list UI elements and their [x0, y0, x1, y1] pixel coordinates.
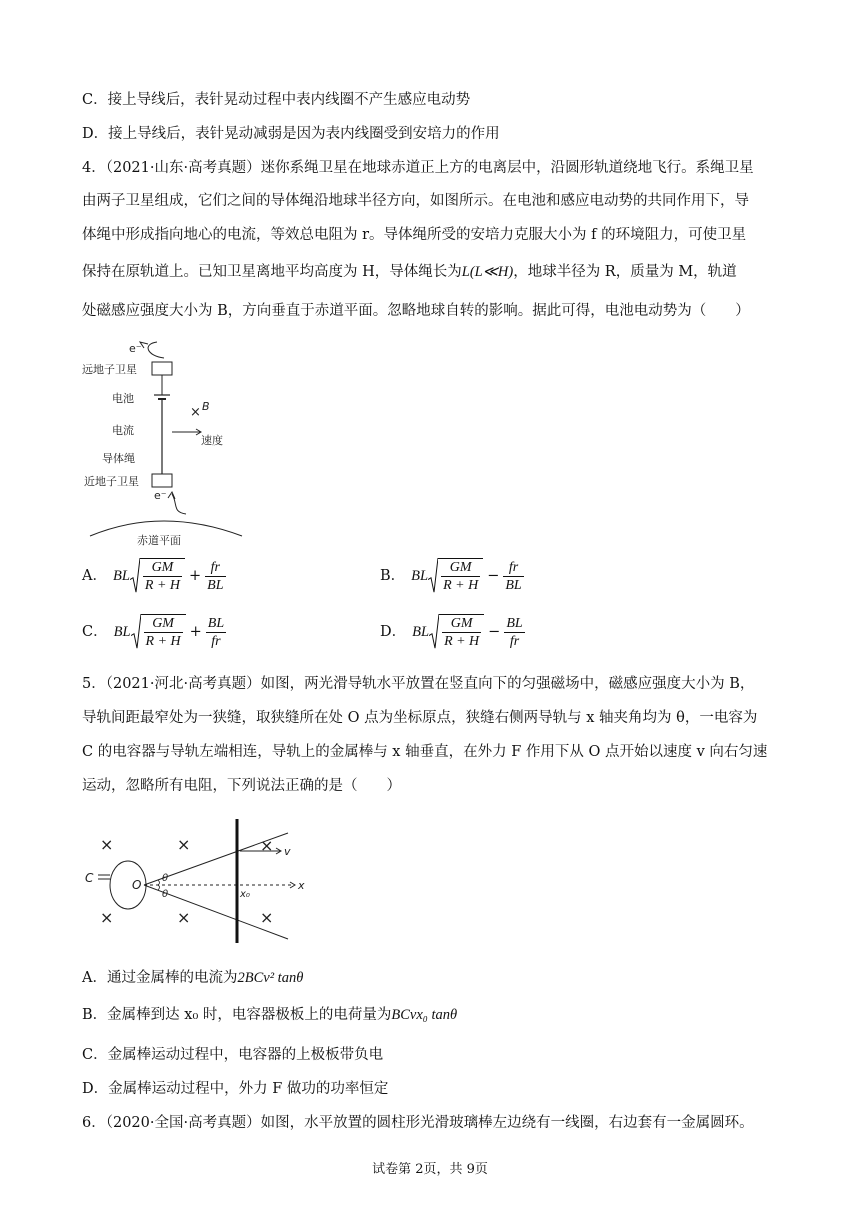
q4-option-prefix: BL [411, 568, 429, 584]
q4-option-prefix: BL [412, 624, 430, 640]
q4-fig-electron-arrow-top [148, 342, 164, 358]
q4-option-sign: − [488, 624, 501, 640]
q5-option-a-text: A．通过金属棒的电流为 [82, 970, 238, 986]
q3-option-c: C．接上导线后，表针晃动过程中表内线圈不产生感应电动势 [82, 92, 471, 108]
q4-fig-velocity-label: 速度 [201, 434, 223, 447]
q4-stem-line-1: 4．（2021·山东·高考真题）迷你系绳卫星在地球赤道正上方的电离层中，沿圆形轨道绕地飞行。系绳卫星 [82, 160, 754, 176]
q4-option-sqrt-num: GM [144, 615, 183, 633]
q5-stem-line-1: 5．（2021·河北·高考真题）如图，两光滑导轨水平放置在竖直向下的匀强磁场中，磁感应强度大小为 B， [82, 676, 755, 692]
q4-option-a [82, 558, 226, 594]
q4-option-c [82, 614, 226, 650]
q5-option-b-text: B．金属棒到达 x₀ 时，电容器极板上的电荷量为 [82, 1007, 392, 1023]
q4-fig-wire-label: 导体绳 [102, 452, 135, 465]
svg-text:×: × [260, 908, 274, 927]
q5-stem-line-3: C 的电容器与导轨左端相连，导轨上的金属棒与 x 轴垂直，在外力 F 作用下从 O 点开始以速度 v 向右匀速 [82, 744, 768, 760]
q5-fig-theta-upper: θ [162, 873, 169, 884]
q4-option-sqrt [131, 614, 186, 650]
q4-option-sqrt-num: GM [143, 559, 182, 577]
q4-option-d [380, 614, 525, 650]
q4-option-letter: C． [82, 624, 108, 640]
q6-stem-line-1: 6．（2020·全国·高考真题）如图，水平放置的圆柱形光滑玻璃棒左边绕有一线圈，右边套有一金属圆环。 [82, 1115, 754, 1131]
q4-line4-text-b: ，地球半径为 R，质量为 M，轨道 [513, 264, 737, 280]
q5-option-b-math: BCvx₀ tanθ [391, 1007, 458, 1023]
q4-stem-line-2: 由两子卫星组成，它们之间的导体绳沿地球半径方向，如图所示。在电池和感应电动势的共同作用下，导 [82, 193, 749, 209]
q5-fig-capacitor-label: C [85, 871, 94, 885]
q3-option-d: D．接上导线后，表针晃动减弱是因为表内线圈受到安培力的作用 [82, 126, 500, 142]
sqrt-radical-icon [130, 558, 140, 594]
q4-option-letter: D． [380, 624, 407, 640]
q4-option-sqrt-num: GM [442, 615, 481, 633]
q4-option-prefix: BL [113, 624, 131, 640]
q4-option-frac-den: fr [211, 633, 221, 649]
q4-option-sign: − [487, 568, 500, 584]
q4-option-frac-num: fr [205, 559, 225, 577]
q4-option-prefix: BL [112, 568, 130, 584]
svg-text:×: × [177, 835, 191, 854]
q5-fig-velocity-label: v [284, 845, 291, 858]
sqrt-radical-icon [428, 558, 438, 594]
q4-option-sign: + [189, 568, 202, 584]
svg-text:×: × [100, 908, 114, 927]
page-footer: 试卷第 2页，共 9页 [372, 1162, 488, 1177]
q4-option-sqrt [428, 558, 483, 594]
q4-fig-field-label: B [202, 400, 210, 413]
q5-fig-theta-lower: θ [162, 889, 169, 900]
q4-option-frac-num: BL [207, 615, 225, 631]
svg-text:×: × [100, 835, 114, 854]
svg-text:×: × [260, 836, 274, 855]
q4-line4-math: L(L≪H) [461, 264, 514, 280]
q4-fig-current-label: 电流 [112, 424, 134, 437]
q4-option-letter: A． [82, 568, 107, 584]
sqrt-radical-icon [131, 614, 141, 650]
q4-line4-text-a: 保持在原轨道上。已知卫星离地平均高度为 H，导体绳长为 [82, 264, 462, 280]
q4-stem-line-4 [82, 262, 737, 282]
q4-option-sqrt-den: R + H [443, 578, 479, 593]
q5-option-d: D．金属棒运动过程中，外力 F 做功的功率恒定 [82, 1081, 389, 1097]
sqrt-radical-icon [429, 614, 439, 650]
q4-option-frac-den: BL [207, 577, 224, 593]
q4-option-frac-den: BL [505, 577, 522, 593]
q5-stem-line-4: 运动，忽略所有电阻，下列说法正确的是（ ） [82, 778, 401, 794]
q4-fig-far-satellite-label: 远地子卫星 [82, 363, 137, 376]
q4-option-sqrt-den: R + H [144, 578, 181, 593]
q4-fig-far-satellite-box [152, 362, 172, 375]
q5-fig-x-label: x [298, 879, 305, 892]
q4-option-sqrt [130, 558, 185, 594]
q5-fig-x0-label: x₀ [240, 889, 250, 900]
q5-fig-field-crosses [100, 835, 273, 927]
q4-option-frac-num: fr [503, 559, 523, 577]
q5-option-b [82, 1005, 457, 1025]
q4-option-letter: B． [380, 568, 406, 584]
q4-fig-near-satellite-label: 近地子卫星 [84, 475, 139, 488]
q4-fig-near-satellite-box [152, 474, 172, 487]
q4-fig-field-cross: × [190, 405, 201, 420]
q4-fig-electron-top: e⁻ [129, 342, 142, 355]
q4-option-frac-den: fr [509, 633, 520, 649]
q5-fig-angle-arc-lower [158, 885, 160, 890]
q4-option-frac-num: BL [506, 615, 523, 631]
q4-stem-line-3: 体绳中形成指向地心的电流，等效总电阻为 r。导体绳所受的安培力克服大小为 f 的环境阻力，可使卫星 [82, 227, 747, 243]
q4-option-sqrt-den: R + H [444, 634, 480, 649]
q4-option-sign: + [189, 624, 202, 640]
q5-fig-angle-arc-upper [158, 880, 160, 885]
q4-option-sqrt-den: R + H [145, 634, 181, 649]
q5-option-c: C．金属棒运动过程中，电容器的上极板带负电 [82, 1047, 384, 1063]
q5-option-a [82, 968, 303, 988]
q4-fig-electron-bottom: e⁻ [154, 489, 167, 502]
q4-tether-satellite-figure [82, 336, 262, 546]
q5-fig-origin-label: O [132, 878, 142, 892]
q4-option-sqrt [429, 614, 484, 650]
q4-stem-line-5: 处磁感应强度大小为 B，方向垂直于赤道平面。忽略地球自转的影响。据此可得，电池电动势为（ ） [82, 303, 750, 319]
q4-fig-battery-label: 电池 [112, 392, 134, 405]
q5-stem-line-2: 导轨间距最窄处为一狭缝，取狭缝所在处 O 点为坐标原点，狭缝右侧两导轨与 x 轴夹角均为 θ，一电容为 [82, 710, 758, 726]
q5-option-a-math: 2BCv² tanθ [237, 970, 304, 986]
svg-text:×: × [177, 908, 191, 927]
q5-rail-capacitor-figure [82, 815, 312, 945]
q4-option-sqrt-num: GM [441, 559, 480, 577]
q4-fig-plane-label: 赤道平面 [137, 534, 181, 546]
q4-option-b [380, 558, 524, 594]
